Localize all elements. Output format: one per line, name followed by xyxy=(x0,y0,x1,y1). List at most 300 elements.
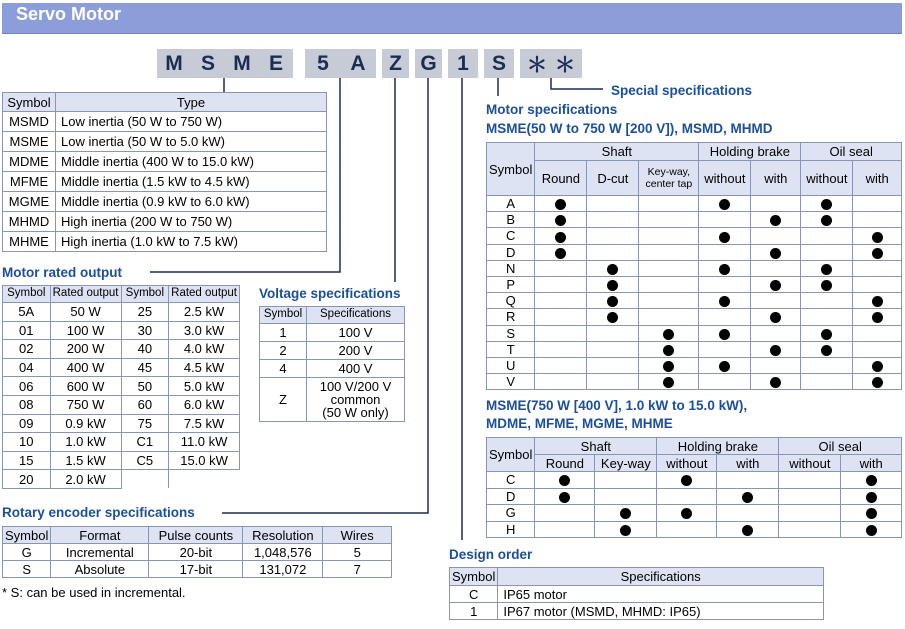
dot-cell xyxy=(587,357,639,373)
dot-cell xyxy=(751,309,801,325)
filled-dot-icon xyxy=(872,377,883,388)
row-symbol: N xyxy=(487,260,535,276)
rated-output-cell: 1.5 kW xyxy=(50,451,121,470)
rated-output-cell: 200 W xyxy=(50,340,121,359)
rated-output-cell: 0.9 kW xyxy=(50,414,121,433)
table-row xyxy=(3,451,240,470)
dot-cell xyxy=(717,505,779,522)
filled-dot-icon xyxy=(607,280,618,291)
motor-specs-subtitle: MSME(50 W to 750 W [200 V]), MSMD, MHMD xyxy=(486,121,773,136)
special-specs-title: Special specifications xyxy=(611,83,753,98)
table-row xyxy=(3,358,240,377)
design-symbol: 1 xyxy=(450,603,498,620)
dot-cell xyxy=(639,325,699,341)
dot-cell xyxy=(639,212,699,228)
voltage-symbol: Z xyxy=(260,378,307,422)
dot-cell xyxy=(699,341,751,357)
rated-output-cell: 50 W xyxy=(50,303,121,322)
rated-output-cell: 40 xyxy=(121,340,169,359)
dot-cell xyxy=(751,276,801,292)
dot-cell xyxy=(639,309,699,325)
rated-output-cell: 01 xyxy=(3,321,51,340)
voltage-title: Voltage specifications xyxy=(259,286,401,301)
motor-specs-title: Motor specifications xyxy=(486,102,618,117)
col-group-header: Shaft xyxy=(535,143,699,161)
dot-cell xyxy=(751,260,801,276)
type-symbol: MHMD xyxy=(3,212,56,232)
rated-output-title: Motor rated output xyxy=(2,265,122,280)
dot-cell xyxy=(751,228,801,244)
table-row xyxy=(3,414,240,433)
dot-cell xyxy=(535,374,587,390)
dot-cell xyxy=(779,488,841,505)
col-header: with xyxy=(853,161,902,196)
motor-specs2-subtitle-1: MSME(750 W [400 V], 1.0 kW to 15.0 kW), xyxy=(486,398,748,413)
code-char: ＊ xyxy=(554,53,576,77)
encoder-table xyxy=(2,526,392,578)
keyway-line: Key-way, xyxy=(647,166,691,178)
dot-cell xyxy=(535,325,587,341)
dot-cell xyxy=(751,341,801,357)
filled-dot-icon xyxy=(681,508,692,519)
filled-dot-icon xyxy=(663,345,674,356)
rated-output-cell: 3.0 kW xyxy=(169,321,240,340)
type-desc: Middle inertia (1.5 kW to 4.5 kW) xyxy=(56,172,327,192)
rated-output-cell: 4.0 kW xyxy=(169,340,240,359)
dot-cell xyxy=(853,244,902,260)
dot-cell xyxy=(699,276,751,292)
dot-cell xyxy=(535,521,595,538)
rated-output-cell xyxy=(121,470,169,489)
dot-cell xyxy=(779,472,841,489)
table-row xyxy=(487,488,902,505)
dot-cell xyxy=(587,309,639,325)
col-header: Specifications xyxy=(307,307,405,324)
row-symbol: B xyxy=(487,212,535,228)
dot-cell xyxy=(853,374,902,390)
encoder-cell: 5 xyxy=(323,544,392,561)
rated-output-cell: 4.5 kW xyxy=(169,358,240,377)
rated-output-cell: 5.0 kW xyxy=(169,377,240,396)
voltage-symbol: 4 xyxy=(260,360,307,378)
dot-cell xyxy=(853,341,902,357)
col-header: Round xyxy=(535,161,587,196)
dot-cell xyxy=(779,505,841,522)
filled-dot-icon xyxy=(607,312,618,323)
dot-cell xyxy=(717,472,779,489)
dot-cell xyxy=(535,472,595,489)
dot-cell xyxy=(639,276,699,292)
table-row xyxy=(487,276,902,292)
row-symbol: V xyxy=(487,374,535,390)
design-spec: IP67 motor (MSMD, MHMD: IP65) xyxy=(498,603,824,620)
filled-dot-icon xyxy=(555,248,566,259)
dot-cell xyxy=(587,260,639,276)
filled-dot-icon xyxy=(872,296,883,307)
dot-cell xyxy=(535,228,587,244)
dot-cell xyxy=(751,357,801,373)
col-header: without xyxy=(699,161,751,196)
filled-dot-icon xyxy=(607,264,618,275)
filled-dot-icon xyxy=(770,248,781,259)
filled-dot-icon xyxy=(866,475,877,486)
dot-cell xyxy=(587,293,639,309)
dot-cell xyxy=(801,325,853,341)
dot-cell xyxy=(853,260,902,276)
type-symbol: MGME xyxy=(3,192,56,212)
col-header: without xyxy=(801,161,853,196)
col-header: Symbol xyxy=(260,307,307,324)
encoder-title: Rotary encoder specifications xyxy=(2,505,195,520)
row-symbol: S xyxy=(487,325,535,341)
voltage-spec: 100 V xyxy=(307,324,405,342)
dot-cell xyxy=(639,374,699,390)
encoder-cell: S xyxy=(3,561,51,578)
dot-cell xyxy=(699,374,751,390)
filled-dot-icon xyxy=(866,525,877,536)
dot-cell xyxy=(639,260,699,276)
type-symbol: MSMD xyxy=(3,112,56,132)
filled-dot-icon xyxy=(555,215,566,226)
table-row xyxy=(487,341,902,357)
voltage-symbol: 2 xyxy=(260,342,307,360)
filled-dot-icon xyxy=(821,345,832,356)
filled-dot-icon xyxy=(872,361,883,372)
dot-cell xyxy=(699,228,751,244)
filled-dot-icon xyxy=(663,329,674,340)
rated-output-cell: 06 xyxy=(3,377,51,396)
dot-cell xyxy=(535,309,587,325)
filled-dot-icon xyxy=(681,475,692,486)
rated-output-cell: 09 xyxy=(3,414,51,433)
rated-output-cell: 08 xyxy=(3,395,51,414)
row-symbol: U xyxy=(487,357,535,373)
table-row xyxy=(487,244,902,260)
filled-dot-icon xyxy=(555,232,566,243)
table-row xyxy=(3,321,240,340)
dot-cell xyxy=(853,196,902,212)
col-header: Symbol xyxy=(450,568,498,586)
filled-dot-icon xyxy=(719,264,730,275)
col-header: without xyxy=(779,455,841,472)
dot-cell xyxy=(853,309,902,325)
table-row xyxy=(487,293,902,309)
type-desc: Low inertia (50 W to 5.0 kW) xyxy=(56,132,327,152)
code-char: G xyxy=(420,51,437,75)
row-symbol: P xyxy=(487,276,535,292)
dot-cell xyxy=(587,341,639,357)
dot-cell xyxy=(595,488,657,505)
dot-cell xyxy=(801,276,853,292)
col-group-header: Shaft xyxy=(535,438,657,455)
col-header: with xyxy=(841,455,902,472)
dot-cell xyxy=(717,521,779,538)
dot-cell xyxy=(699,212,751,228)
dot-cell xyxy=(801,309,853,325)
col-header: Rated output xyxy=(50,286,121,303)
code-char: S xyxy=(200,51,215,75)
col-header: with xyxy=(751,161,801,196)
dot-cell xyxy=(535,505,595,522)
col-header: Type xyxy=(56,93,327,112)
dot-cell xyxy=(639,196,699,212)
rated-output-cell: 20 xyxy=(3,470,51,489)
dot-cell xyxy=(657,488,717,505)
voltage-z-line: 100 V/200 V xyxy=(319,379,392,394)
table-row xyxy=(487,472,902,489)
code-char: ＊ xyxy=(526,53,548,77)
rated-output-cell: 15 xyxy=(3,451,51,470)
col-header: Pulse counts xyxy=(149,527,243,544)
dot-cell xyxy=(751,325,801,341)
col-header: Symbol xyxy=(487,438,535,472)
dot-cell xyxy=(535,212,587,228)
row-symbol: D xyxy=(487,244,535,260)
col-header-keyway xyxy=(639,161,699,196)
filled-dot-icon xyxy=(866,492,877,503)
filled-dot-icon xyxy=(821,215,832,226)
filled-dot-icon xyxy=(770,280,781,291)
row-symbol: C xyxy=(487,472,535,489)
dot-cell xyxy=(841,472,902,489)
filled-dot-icon xyxy=(620,525,631,536)
filled-dot-icon xyxy=(607,296,618,307)
rated-output-cell: 50 xyxy=(121,377,169,396)
dot-cell xyxy=(853,212,902,228)
dot-cell xyxy=(751,196,801,212)
type-desc: High inertia (200 W to 750 W) xyxy=(56,212,327,232)
col-header: without xyxy=(657,455,717,472)
table-row xyxy=(3,395,240,414)
type-symbol: MFME xyxy=(3,172,56,192)
col-header: Format xyxy=(51,527,149,544)
filled-dot-icon xyxy=(719,361,730,372)
rated-output-cell: 25 xyxy=(121,303,169,322)
table-row xyxy=(3,433,240,452)
table-row xyxy=(487,374,902,390)
dot-cell xyxy=(801,357,853,373)
rated-output-cell: 400 W xyxy=(50,358,121,377)
encoder-cell: 20-bit xyxy=(149,544,243,561)
table-row xyxy=(487,325,902,341)
filled-dot-icon xyxy=(770,345,781,356)
filled-dot-icon xyxy=(663,361,674,372)
filled-dot-icon xyxy=(620,508,631,519)
dot-cell xyxy=(801,341,853,357)
encoder-cell: Absolute xyxy=(51,561,149,578)
code-char: Z xyxy=(389,51,402,75)
dot-cell xyxy=(535,276,587,292)
filled-dot-icon xyxy=(821,199,832,210)
voltage-z-line: (50 W only) xyxy=(322,405,389,420)
row-symbol: D xyxy=(487,488,535,505)
dot-cell xyxy=(535,260,587,276)
col-header: Symbol xyxy=(3,527,51,544)
rated-output-cell: 60 xyxy=(121,395,169,414)
filled-dot-icon xyxy=(821,329,832,340)
type-symbol: MHME xyxy=(3,232,56,252)
col-header: with xyxy=(717,455,779,472)
type-desc: Low inertia (50 W to 750 W) xyxy=(56,112,327,132)
dot-cell xyxy=(595,521,657,538)
encoder-cell: 17-bit xyxy=(149,561,243,578)
type-table xyxy=(2,92,327,252)
table-row xyxy=(487,260,902,276)
col-header: Symbol xyxy=(487,143,535,196)
rated-output-cell: 1.0 kW xyxy=(50,433,121,452)
dot-cell xyxy=(699,325,751,341)
filled-dot-icon xyxy=(719,199,730,210)
dot-cell xyxy=(751,244,801,260)
rated-output-cell: C1 xyxy=(121,433,169,452)
motor-specs2-table xyxy=(486,437,902,538)
filled-dot-icon xyxy=(821,280,832,291)
dot-cell xyxy=(801,293,853,309)
dot-cell xyxy=(801,244,853,260)
dot-cell xyxy=(699,357,751,373)
table-row xyxy=(487,357,902,373)
voltage-spec-z xyxy=(307,378,405,422)
encoder-cell: 1,048,576 xyxy=(243,544,323,561)
dot-cell xyxy=(801,374,853,390)
table-row xyxy=(487,521,902,538)
dot-cell xyxy=(535,341,587,357)
table-row xyxy=(487,212,902,228)
dot-cell xyxy=(801,196,853,212)
col-header: Key-way xyxy=(595,455,657,472)
voltage-spec: 200 V xyxy=(307,342,405,360)
table-row xyxy=(487,196,902,212)
dot-cell xyxy=(853,325,902,341)
dot-cell xyxy=(639,244,699,260)
rated-output-cell: 75 xyxy=(121,414,169,433)
dot-cell xyxy=(639,357,699,373)
code-char: S xyxy=(491,51,506,75)
row-symbol: T xyxy=(487,341,535,357)
design-spec: IP65 motor xyxy=(498,586,824,603)
voltage-spec: 400 V xyxy=(307,360,405,378)
dot-cell xyxy=(801,260,853,276)
type-symbol: MDME xyxy=(3,152,56,172)
dot-cell xyxy=(699,260,751,276)
dot-cell xyxy=(853,293,902,309)
col-header: Rated output xyxy=(169,286,240,303)
dot-cell xyxy=(587,212,639,228)
filled-dot-icon xyxy=(872,232,883,243)
table-row xyxy=(487,505,902,522)
rated-output-cell: 30 xyxy=(121,321,169,340)
table-row xyxy=(487,309,902,325)
dot-cell xyxy=(841,488,902,505)
col-header: Resolution xyxy=(243,527,323,544)
type-desc: Middle inertia (0.9 kW to 6.0 kW) xyxy=(56,192,327,212)
dot-cell xyxy=(535,196,587,212)
design-order-title: Design order xyxy=(449,547,533,562)
dot-cell xyxy=(751,374,801,390)
rated-output-cell: 2.0 kW xyxy=(50,470,121,489)
rated-output-cell: 15.0 kW xyxy=(169,451,240,470)
dot-cell xyxy=(595,472,657,489)
row-symbol: C xyxy=(487,228,535,244)
rated-output-cell: 11.0 kW xyxy=(169,433,240,452)
code-char: M xyxy=(233,51,251,75)
dot-cell xyxy=(535,293,587,309)
row-symbol: R xyxy=(487,309,535,325)
filled-dot-icon xyxy=(555,199,566,210)
dot-cell xyxy=(853,276,902,292)
dot-cell xyxy=(699,244,751,260)
row-symbol: Q xyxy=(487,293,535,309)
dot-cell xyxy=(535,244,587,260)
dot-cell xyxy=(587,325,639,341)
filled-dot-icon xyxy=(866,508,877,519)
rated-output-cell: 2.5 kW xyxy=(169,303,240,322)
table-row xyxy=(3,470,240,489)
filled-dot-icon xyxy=(559,492,570,503)
col-header: Symbol xyxy=(121,286,169,303)
rated-output-cell: 7.5 kW xyxy=(169,414,240,433)
filled-dot-icon xyxy=(821,264,832,275)
filled-dot-icon xyxy=(742,492,753,503)
filled-dot-icon xyxy=(770,312,781,323)
dot-cell xyxy=(595,505,657,522)
rated-output-table xyxy=(2,285,240,489)
dot-cell xyxy=(751,293,801,309)
col-header: Symbol xyxy=(3,93,56,112)
col-header: Symbol xyxy=(3,286,51,303)
page-title: Servo Motor xyxy=(16,4,122,24)
dot-cell xyxy=(779,521,841,538)
table-row xyxy=(3,303,240,322)
dot-cell xyxy=(853,228,902,244)
rated-output-cell: 5A xyxy=(3,303,51,322)
dot-cell xyxy=(699,293,751,309)
motor-specs-table xyxy=(486,142,902,390)
keyway-line: center tap xyxy=(645,178,693,190)
dot-cell xyxy=(639,341,699,357)
code-char: 1 xyxy=(457,51,469,75)
filled-dot-icon xyxy=(663,377,674,388)
row-symbol: G xyxy=(487,505,535,522)
rated-output-cell: 10 xyxy=(3,433,51,452)
dot-cell xyxy=(657,472,717,489)
rated-output-cell: 6.0 kW xyxy=(169,395,240,414)
col-header: Specifications xyxy=(498,568,824,586)
filled-dot-icon xyxy=(872,312,883,323)
rated-output-cell: 100 W xyxy=(50,321,121,340)
filled-dot-icon xyxy=(719,329,730,340)
rated-output-cell: 04 xyxy=(3,358,51,377)
dot-cell xyxy=(841,521,902,538)
type-desc: Middle inertia (400 W to 15.0 kW) xyxy=(56,152,327,172)
encoder-cell: G xyxy=(3,544,51,561)
col-group-header: Oil seal xyxy=(801,143,902,161)
type-desc: High inertia (1.0 kW to 7.5 kW) xyxy=(56,232,327,252)
encoder-cell: Incremental xyxy=(51,544,149,561)
code-char: 5 xyxy=(317,51,329,75)
encoder-cell: 131,072 xyxy=(243,561,323,578)
dot-cell xyxy=(657,521,717,538)
rated-output-cell: 750 W xyxy=(50,395,121,414)
dot-cell xyxy=(717,488,779,505)
encoder-note: * S: can be used in incremental. xyxy=(2,585,186,600)
rated-output-cell: 02 xyxy=(3,340,51,359)
dot-cell xyxy=(535,357,587,373)
dot-cell xyxy=(801,228,853,244)
dot-cell xyxy=(587,276,639,292)
col-header: Wires xyxy=(323,527,392,544)
col-header: Round xyxy=(535,455,595,472)
